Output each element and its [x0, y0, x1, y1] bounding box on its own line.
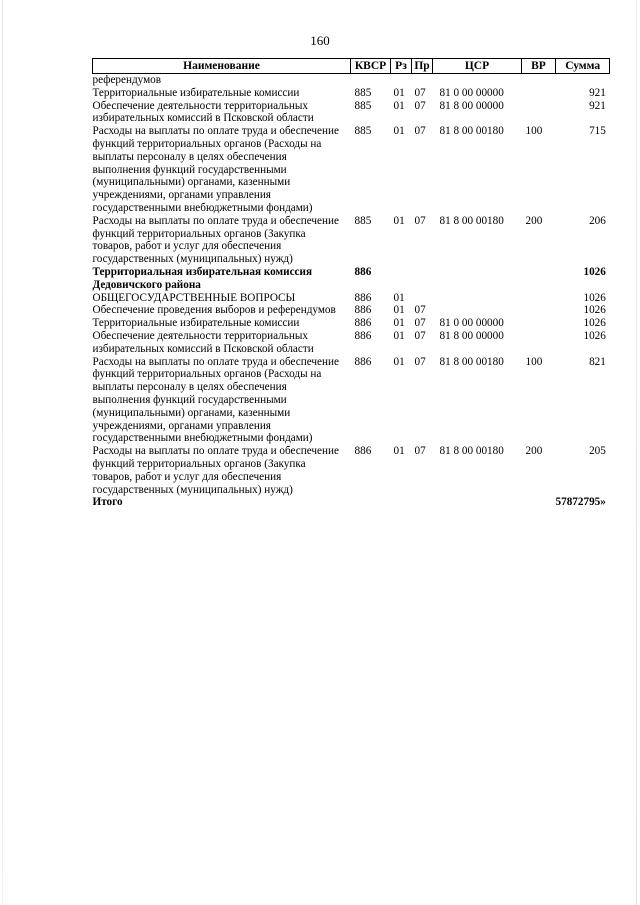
- cell-kvsr: 886: [354, 355, 372, 368]
- header-sum: Сумма: [556, 59, 610, 74]
- cell-kvsr: 886: [354, 317, 372, 330]
- cell-pr: 07: [414, 317, 426, 330]
- cell-vr: [522, 330, 556, 356]
- table-row: [93, 266, 610, 292]
- total-label: Итого: [92, 496, 123, 509]
- cell-sum: 715: [589, 125, 606, 138]
- cell-name: Обеспечение деятельности территориальных избирательных комиссий в Псковской области: [92, 99, 314, 125]
- cell-rz: 01: [393, 214, 405, 227]
- cell-kvsr: 886: [354, 304, 372, 317]
- cell-kvsr: 885: [354, 125, 372, 138]
- cell-rz: [391, 74, 412, 87]
- cell-rz: 01: [393, 125, 405, 138]
- cell-pr: 07: [414, 125, 426, 138]
- cell-sum: 205: [589, 445, 606, 458]
- cell-vr: [522, 87, 556, 100]
- cell-sum: 921: [589, 86, 606, 99]
- cell-kvsr: 886: [354, 329, 372, 342]
- cell-csr: 81 8 00 00000: [439, 329, 504, 342]
- cell-rz: 01: [393, 317, 405, 330]
- table-row: [93, 356, 610, 446]
- table-row: [93, 100, 610, 126]
- table-row: [93, 125, 610, 215]
- total-row: [93, 496, 610, 509]
- header-pr: Пр: [412, 59, 433, 74]
- table-row: [93, 445, 610, 496]
- cell-kvsr: 885: [354, 214, 372, 227]
- cell-csr: 81 8 00 00180: [439, 125, 504, 138]
- cell-rz: 01: [393, 445, 405, 458]
- cell-pr: 07: [414, 355, 426, 368]
- total-empty-vr: [522, 496, 556, 509]
- cell-sum: 1026: [583, 317, 606, 330]
- table-row: [93, 292, 610, 305]
- cell-csr: 81 8 00 00000: [439, 99, 504, 112]
- total-empty-csr: [433, 496, 522, 509]
- table-row: [93, 317, 610, 330]
- cell-vr: [522, 74, 556, 87]
- table-row: [93, 87, 610, 100]
- cell-name: Расходы на выплаты по оплате труда и обеспечение функций территориальных органов (Расходы на выплаты персоналу в целях обеспечения выполнения функций государственными (муниципальными) органами, казенными учреждениями, органами управления государственными внебюджетными фондами): [92, 355, 339, 445]
- cell-pr: 07: [414, 86, 426, 99]
- cell-rz: 01: [393, 291, 405, 304]
- cell-sum: 821: [589, 355, 606, 368]
- cell-name: Обеспечение деятельности территориальных избирательных комиссий в Псковской области: [92, 329, 314, 355]
- cell-pr: 07: [414, 214, 426, 227]
- cell-csr: 81 8 00 00180: [439, 355, 504, 368]
- header-kvsr: КВСР: [351, 59, 391, 74]
- table-header-row: [93, 59, 610, 74]
- cell-pr: [412, 74, 433, 87]
- table-row: [93, 215, 610, 266]
- cell-vr: 100: [525, 355, 543, 368]
- cell-sum: 921: [589, 99, 606, 112]
- cell-csr: 81 0 00 00000: [439, 317, 504, 330]
- total-empty-kvsr: [351, 496, 391, 509]
- cell-vr: [522, 317, 556, 330]
- cell-name: Расходы на выплаты по оплате труда и обеспечение функций территориальных органов (Закупка товаров, работ и услуг для обеспечения государственных (муниципальных) нужд): [92, 445, 339, 496]
- page-number: 160: [310, 33, 330, 48]
- cell-sum: 1026: [583, 291, 606, 304]
- cell-name: Расходы на выплаты по оплате труда и обеспечение функций территориальных органов (Расходы на выплаты персоналу в целях обеспечения выполнения функций государственными (муниципальными) органами, казенными учреждениями, органами управления государственными внебюджетными фондами): [92, 125, 339, 214]
- cell-vr: [522, 266, 556, 292]
- total-sum: 57872795»: [555, 496, 606, 509]
- cell-csr: 81 0 00 00000: [439, 86, 504, 99]
- cell-name: референдумов: [92, 74, 162, 86]
- cell-pr: 07: [414, 99, 426, 112]
- cell-kvsr: 886: [354, 265, 372, 278]
- cell-vr: [522, 100, 556, 126]
- cell-kvsr: 886: [354, 291, 372, 304]
- cell-name: Территориальные избирательные комиссии: [92, 86, 300, 99]
- total-empty-rz: [391, 496, 412, 509]
- cell-name: Обеспечение проведения выборов и референдумов: [92, 304, 336, 317]
- cell-sum: 1026: [583, 329, 606, 342]
- cell-kvsr: 886: [354, 445, 372, 458]
- cell-kvsr: 885: [354, 86, 372, 99]
- header-vr: ВР: [522, 59, 556, 74]
- cell-name: Территориальные избирательные комиссии: [92, 317, 300, 330]
- cell-kvsr: [351, 74, 391, 87]
- cell-pr: 07: [414, 329, 426, 342]
- cell-pr: 07: [414, 445, 426, 458]
- cell-pr: [412, 266, 433, 292]
- table-row: [93, 330, 610, 356]
- cell-pr: [412, 292, 433, 305]
- cell-csr: [433, 304, 522, 317]
- cell-name: ОБЩЕГОСУДАРСТВЕННЫЕ ВОПРОСЫ: [92, 291, 296, 304]
- cell-csr: [433, 292, 522, 305]
- header-name: Наименование: [93, 59, 351, 74]
- header-csr: ЦСР: [433, 59, 522, 74]
- table-row: [93, 74, 610, 87]
- cell-sum: 1026: [583, 304, 606, 317]
- cell-vr: [522, 304, 556, 317]
- cell-rz: 01: [393, 99, 405, 112]
- cell-vr: [522, 292, 556, 305]
- cell-csr: [433, 266, 522, 292]
- cell-name: Территориальная избирательная комиссия Дедовичского района: [92, 265, 312, 291]
- budget-table: [92, 58, 610, 509]
- cell-pr: 07: [414, 304, 426, 317]
- cell-sum: 1026: [583, 265, 606, 278]
- cell-csr: 81 8 00 00180: [439, 445, 504, 458]
- table-row: [93, 304, 610, 317]
- cell-vr: 200: [525, 445, 543, 458]
- cell-sum: 206: [589, 214, 606, 227]
- cell-rz: 01: [393, 86, 405, 99]
- cell-vr: 100: [525, 125, 543, 138]
- header-rz: Рз: [391, 59, 412, 74]
- table-body: [93, 74, 610, 497]
- cell-sum: [556, 74, 610, 87]
- cell-csr: 81 8 00 00180: [439, 214, 504, 227]
- cell-rz: 01: [393, 304, 405, 317]
- cell-csr: [433, 74, 522, 87]
- cell-rz: 01: [393, 329, 405, 342]
- cell-name: Расходы на выплаты по оплате труда и обеспечение функций территориальных органов (Закупка товаров, работ и услуг для обеспечения государственных (муниципальных) нужд): [92, 214, 339, 266]
- cell-vr: 200: [525, 214, 543, 227]
- scan-edge-right: [636, 0, 637, 905]
- cell-rz: [391, 266, 412, 292]
- scan-edge-left: [2, 0, 3, 905]
- cell-kvsr: 885: [354, 99, 372, 112]
- cell-rz: 01: [393, 355, 405, 368]
- total-empty-pr: [412, 496, 433, 509]
